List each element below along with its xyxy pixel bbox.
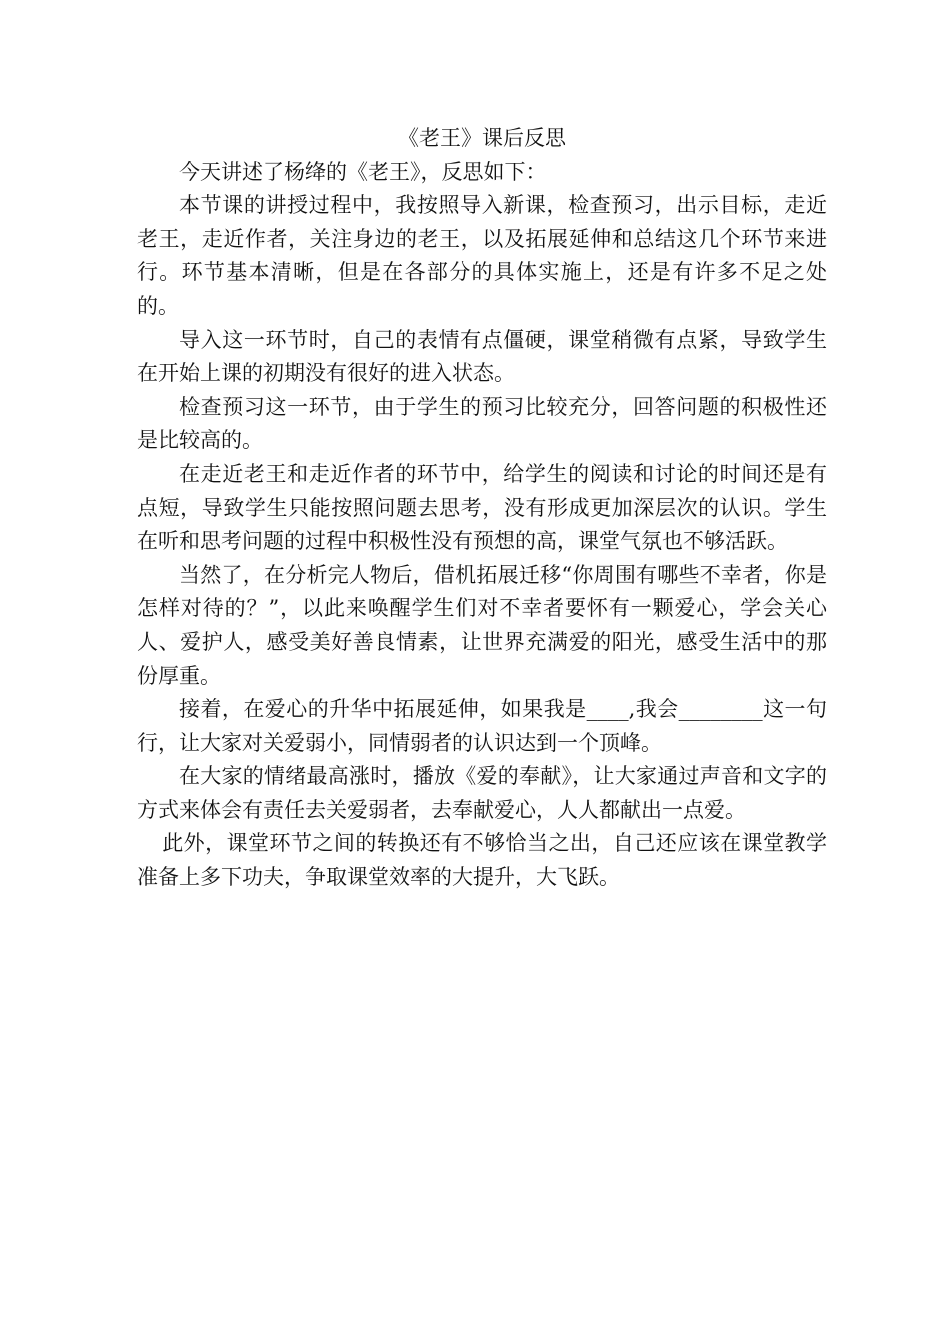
paragraph-song: 在大家的情绪最高涨时，播放《爱的奉献》，让大家通过声音和文字的方式来体会有责任去关爱弱者，去奉献爱心，人人都献出一点爱。 bbox=[137, 764, 827, 822]
paragraph-conclusion: 此外，课堂环节之间的转换还有不够恰当之出，自己还应该在课堂教学准备上多下功夫，争取课堂效率的大提升，大飞跃。 bbox=[137, 831, 827, 890]
paragraph-sublimation: 接着，在爱心的升华中拓展延伸，如果我是____,我会________这一句行，让大家对关爱弱小，同情弱者的认识达到一个顶峰。 bbox=[137, 697, 827, 755]
paragraph-approach-author: 在走近老王和走近作者的环节中，给学生的阅读和讨论的时间还是有点短，导致学生只能按照问题去思考，没有形成更加深层次的认识。学生在听和思考问题的过程中积极性没有预想的高，课堂气氛也不够活跃。 bbox=[137, 461, 827, 554]
document-body bbox=[137, 122, 827, 895]
paragraph-intro: 今天讲述了杨绛的《老王》，反思如下： bbox=[179, 159, 547, 184]
paragraph-extension: 当然了，在分析完人物后，借机拓展迁移“你周围有哪些不幸者，你是怎样对待的？”，以此来唤醒学生们对不幸者要怀有一颗爱心，学会关心人、爱护人，感受美好善良情素，让世界充满爱的阳光，感受生活中的那份厚重。 bbox=[137, 562, 827, 688]
paragraph-process: 本节课的讲授过程中，我按照导入新课，检查预习，出示目标，走近老王，走近作者，关注身边的老王，以及拓展延伸和总结这几个环节来进行。环节基本清晰，但是在各部分的具体实施上，还是有许多不足之处的。 bbox=[137, 193, 827, 318]
document-title: 《老王》课后反思 bbox=[398, 126, 566, 150]
paragraph-introduction-stage: 导入这一环节时，自己的表情有点僵硬，课堂稍微有点紧，导致学生在开始上课的初期没有很好的进入状态。 bbox=[137, 327, 827, 386]
paragraph-preview-check: 检查预习这一环节，由于学生的预习比较充分，回答问题的积极性还是比较高的。 bbox=[137, 394, 827, 453]
